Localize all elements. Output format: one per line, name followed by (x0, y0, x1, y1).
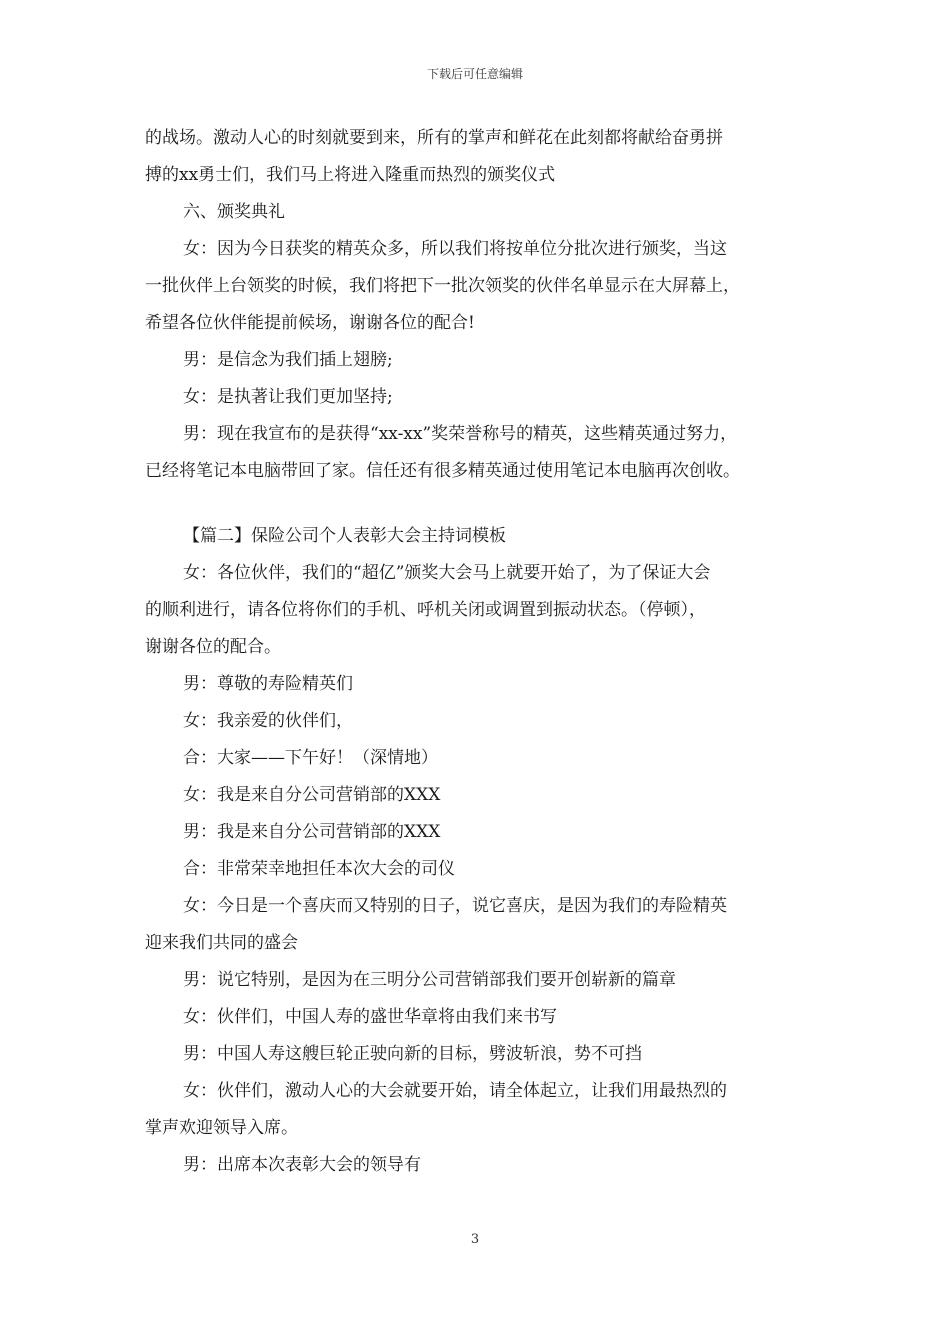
paragraph-line: 男：尊敬的寿险精英们 (183, 674, 353, 694)
paragraph-line: 已经将笔记本电脑带回了家。信任还有很多精英通过使用笔记本电脑再次创收。 (145, 461, 740, 481)
paragraph-line: 掌声欢迎领导入席。 (145, 1118, 298, 1138)
page-header: 下载后可任意编辑 (426, 67, 523, 81)
paragraph-line: 男：中国人寿这艘巨轮正驶向新的目标，劈波斩浪，势不可挡 (183, 1044, 642, 1064)
paragraph-line: 女：伙伴们，中国人寿的盛世华章将由我们来书写 (183, 1007, 557, 1027)
section-title: 【篇二】保险公司个人表彰大会主持词模板 (183, 526, 506, 546)
paragraph-line: 女：是执著让我们更加坚持; (183, 387, 393, 407)
paragraph-line: 男：是信念为我们插上翅膀; (183, 350, 393, 370)
paragraph-line: 谢谢各位的配合。 (145, 637, 281, 657)
section-heading: 六、颁奖典礼 (183, 202, 285, 222)
paragraph-line: 希望各位伙伴能提前候场，谢谢各位的配合! (145, 313, 475, 333)
paragraph-line: 合：大家——下午好！（深情地） (183, 748, 438, 768)
paragraph-line: 女：伙伴们，激动人心的大会就要开始，请全体起立，让我们用最热烈的 (183, 1081, 727, 1101)
paragraph-line: 女：我亲爱的伙伴们， (183, 711, 353, 731)
paragraph-line: 的战场。激动人心的时刻就要到来，所有的掌声和鲜花在此刻都将献给奋勇拼 (145, 128, 723, 148)
paragraph-line: 女：各位伙伴，我们的“超亿”颁奖大会马上就要开始了，为了保证大会 (183, 563, 711, 583)
paragraph-line: 一批伙伴上台领奖的时候，我们将把下一批次领奖的伙伴名单显示在大屏幕上， (145, 276, 740, 296)
paragraph-line: 女：我是来自分公司营销部的XXX (183, 785, 441, 805)
paragraph-line: 的顺利进行，请各位将你们的手机、呼机关闭或调置到振动状态。（停顿）， (145, 600, 706, 620)
paragraph-line: 女：今日是一个喜庆而又特别的日子，说它喜庆，是因为我们的寿险精英 (183, 896, 727, 916)
paragraph-line: 迎来我们共同的盛会 (145, 933, 298, 953)
blank-spacer (145, 490, 825, 518)
paragraph-line: 搏的xx勇士们，我们马上将进入隆重而热烈的颁奖仪式 (145, 165, 556, 185)
document-body (145, 120, 825, 1184)
paragraph-line: 男：说它特别，是因为在三明分公司营销部我们要开创崭新的篇章 (183, 970, 676, 990)
paragraph-line: 合：非常荣幸地担任本次大会的司仪 (183, 859, 455, 879)
paragraph-line: 男：现在我宣布的是获得“xx-xx”奖荣誉称号的精英，这些精英通过努力， (183, 424, 738, 444)
page-number: 3 (470, 1232, 480, 1247)
paragraph-line: 男：我是来自分公司营销部的XXX (183, 822, 441, 842)
paragraph-line: 女：因为今日获奖的精英众多，所以我们将按单位分批次进行颁奖，当这 (183, 239, 727, 259)
paragraph-line: 男：出席本次表彰大会的领导有 (183, 1155, 421, 1175)
